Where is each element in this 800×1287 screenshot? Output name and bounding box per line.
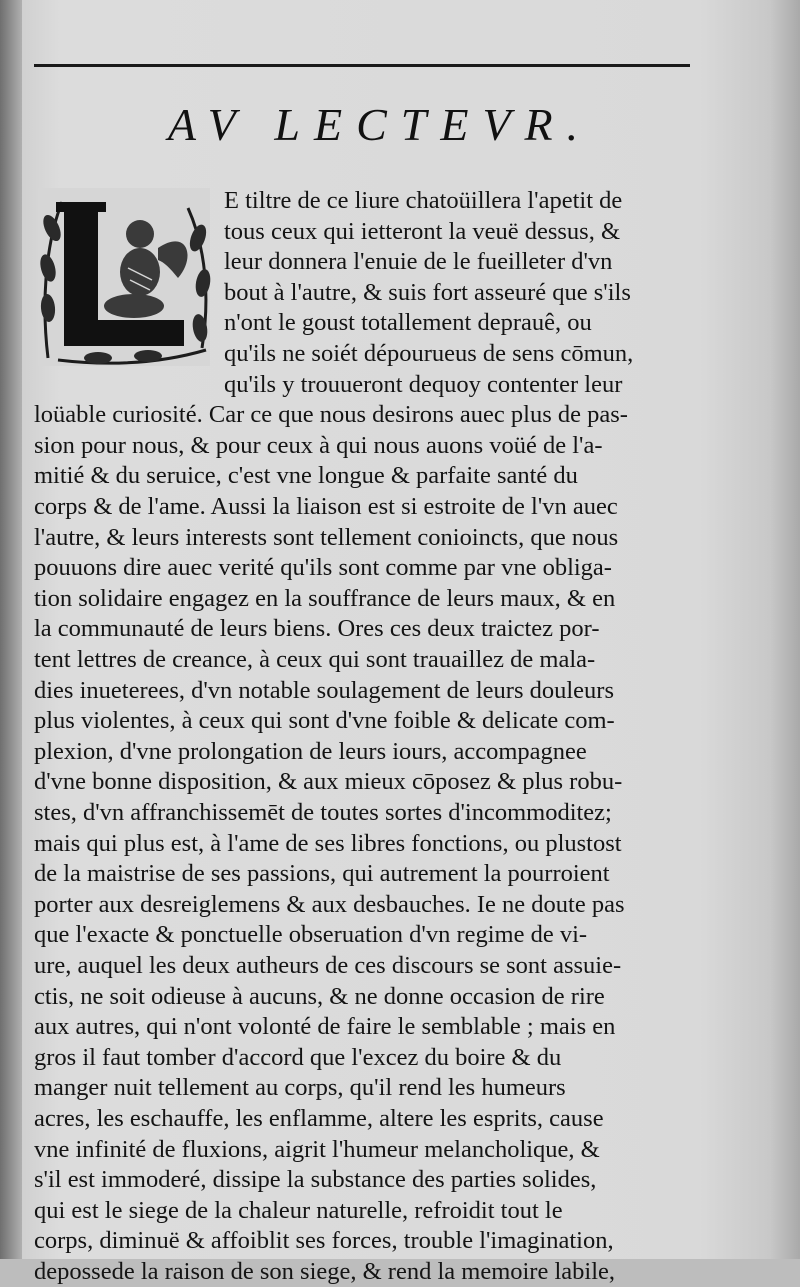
text-line: pouuons dire auec verité qu'ils sont comme par vne obliga-: [34, 554, 612, 582]
text-line: vne infinité de fluxions, aigrit l'humeur melancholique, &: [34, 1135, 600, 1163]
text-line: plus violentes, à ceux qui sont d'vne foible & delicate com-: [34, 707, 615, 735]
page-gutter-shadow: [0, 0, 22, 1259]
text-line: ure, auquel les deux autheurs de ces discours se sont assuie-: [34, 952, 622, 979]
text-line: aux autres, qui n'ont volonté de faire le semblable ; mais en: [34, 1013, 616, 1041]
text-line: acres, les eschauffe, les enflamme, altere les esprits, cause: [34, 1105, 604, 1132]
text-line: loüable curiosité. Car ce que nous desirons auec plus de pas-: [34, 401, 628, 429]
text-line: qu'ils ne soiét dépourueus de sens cōmun,: [224, 340, 634, 367]
page-title: AV LECTEVR.: [167, 99, 593, 150]
text-line: dies inueterees, d'vn notable soulagement de leurs douleurs: [34, 676, 614, 704]
text-line: bout à l'autre, & suis fort asseuré que s'ils: [224, 278, 631, 306]
text-line: mitié & du seruice, c'est vne longue & parfaite santé du: [34, 462, 578, 490]
text-line: tent lettres de creance, à ceux qui sont trauaillez de mala-: [34, 646, 596, 673]
header-rule: [34, 64, 690, 67]
text-line: mais qui plus est, à l'ame de ses libres fonctions, ou plustost: [34, 829, 622, 857]
text-line: gros il faut tomber d'accord que l'excez du boire & du: [34, 1043, 562, 1071]
text-line: ctis, ne soit odieuse à aucuns, & ne donne occasion de rire: [34, 982, 605, 1010]
text-line: qu'ils y trouueront dequoy contenter leur: [224, 370, 623, 398]
text-line: leur donnera l'enuie de le fueilleter d'vn: [224, 248, 613, 276]
text-line: corps & de l'ame. Aussi la liaison est si estroite de l'vn auec: [34, 493, 618, 520]
text-line: tous ceux qui ietteront la veuë dessus, &: [224, 217, 620, 245]
text-line: la communauté de leurs biens. Ores ces deux traictez por-: [34, 615, 600, 643]
text-line: corps, diminuë & affoiblit ses forces, trouble l'imagination,: [34, 1227, 614, 1255]
text-line: que l'exacte & ponctuelle obseruation d'vn regime de vi-: [34, 921, 588, 949]
text-line: manger nuit tellement au corps, qu'il rend les humeurs: [34, 1074, 566, 1102]
text-line: d'vne bonne disposition, & aux mieux cōposez & plus robu-: [34, 768, 623, 796]
text-line: sion pour nous, & pour ceux à qui nous auons voüé de l'a-: [34, 431, 603, 459]
decorated-initial-icon: [38, 188, 210, 366]
text-line: de la maistrise de ses passions, qui autrement la pourroient: [34, 860, 610, 888]
text-line: stes, d'vn affranchissemēt de toutes sortes d'incommoditez;: [34, 799, 612, 826]
text-line: n'ont le goust totallement deprauê, ou: [224, 309, 592, 337]
text-line: qui est le siege de la chaleur naturelle, refroidit tout le: [34, 1196, 563, 1224]
text-line: l'autre, & leurs interests sont tellement conioincts, que nous: [34, 523, 619, 551]
text-line: depossede la raison de son siege, & rend la memoire labile,: [34, 1258, 616, 1285]
text-line: tion solidaire engagez en la souffrance de leurs maux, & en: [34, 584, 616, 612]
text-line: E tiltre de ce liure chatoüillera l'apetit de: [224, 187, 623, 214]
text-line: s'il est immoderé, dissipe la substance des parties solides,: [34, 1166, 597, 1194]
text-line: porter aux desreiglemens & aux desbauches. Ie ne doute pas: [34, 890, 625, 918]
text-line: plexion, d'vne prolongation de leurs iours, accompagnee: [34, 737, 587, 765]
